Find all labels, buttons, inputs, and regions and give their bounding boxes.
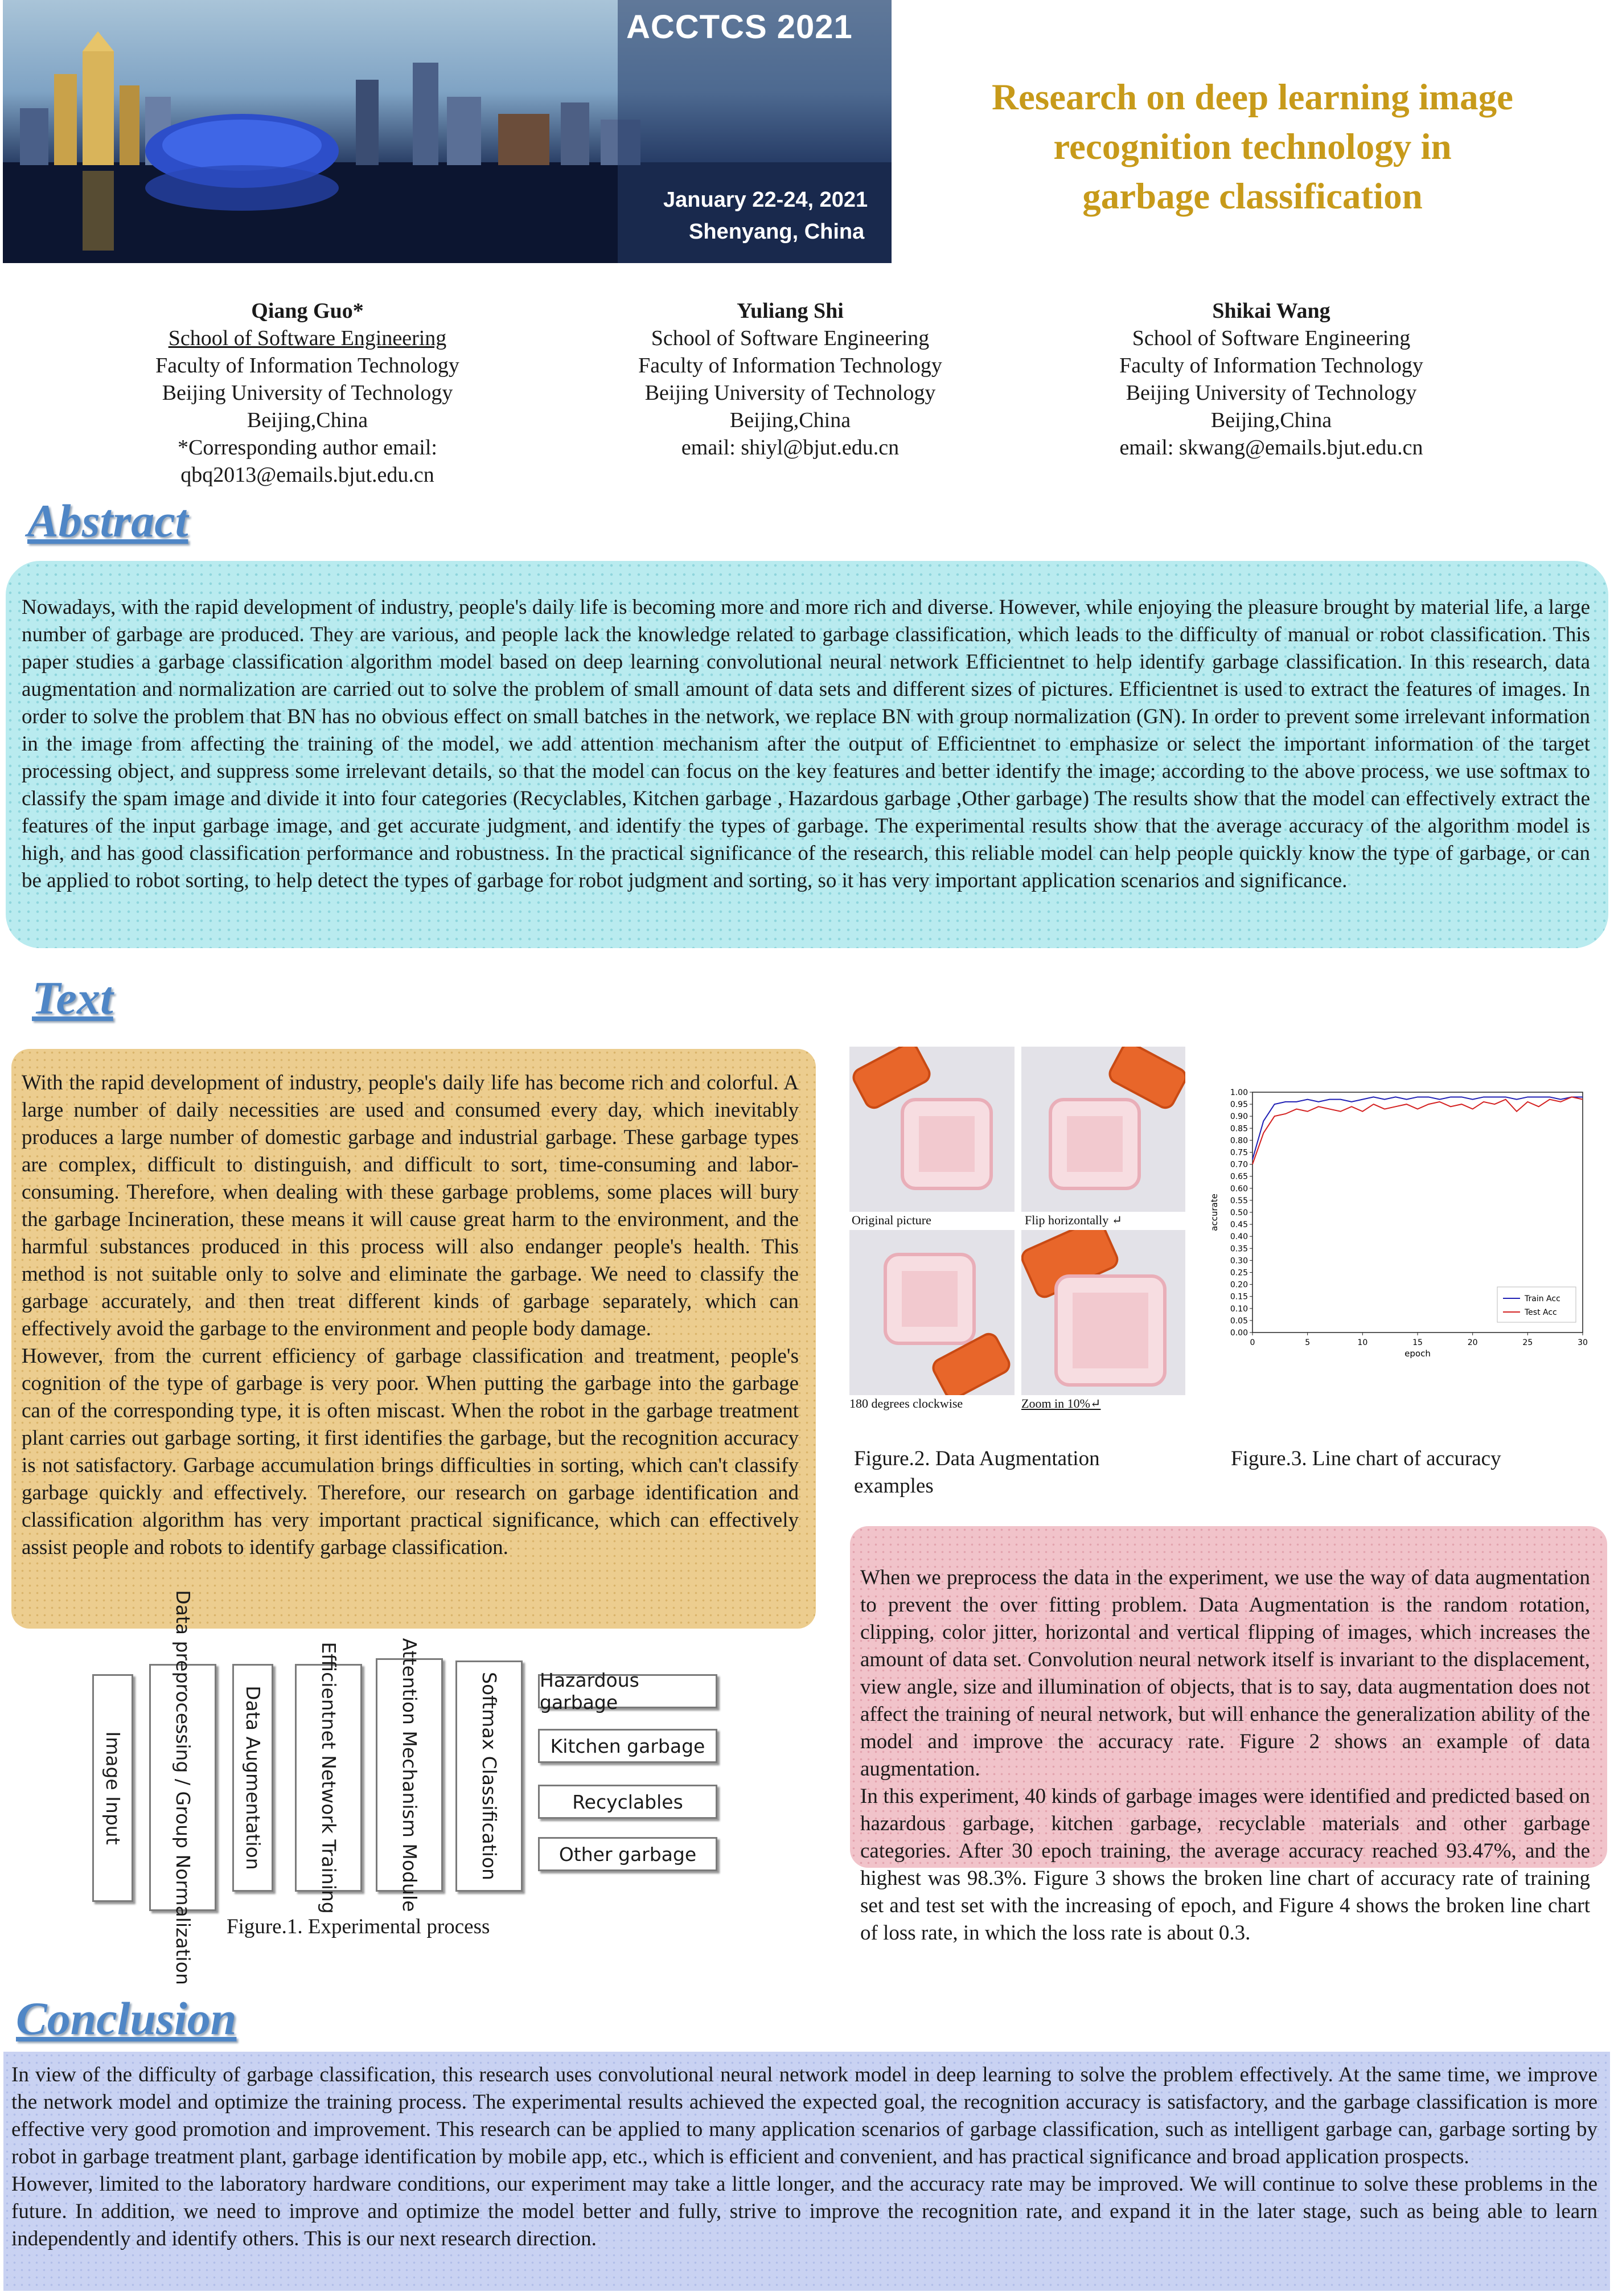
step-preprocessing [149,1590,216,1985]
author-email: email: shiyl@bjut.edu.cn [681,436,900,460]
caption-line: Figure.2. Data Augmentation [854,1447,1100,1470]
conclusion-heading: Conclusion [16,1992,237,2044]
y-tick-label: 0.85 [1230,1124,1248,1134]
accuracy-line-chart [1207,1082,1594,1372]
conference-place: Shenyang, China [689,220,865,244]
x-axis-label: epoch [1404,1348,1431,1359]
x-tick-label: 25 [1522,1338,1533,1347]
text-paragraph: However, from the current efficiency of garbage classification and treatment, people's cognition of the type of garbage is very poor. When putting the garbage into the garbage can of the corresponding type, it is often miscast. When the robot in the garbage treatment plant carries out garbage sorting, it first identifies the garbage, but the recognition accuracy is not satisfactory. Garbage accumulation brings difficulties in sorting, which can't classify garbage quickly and effectively. Therefore, our research on garbage identification and classification algorithm has very important practical significance, which can effectively assist people and robots to identify garbage classification. [22,1344,799,1559]
text-paragraph: With the rapid development of industry, people's daily life has become rich and colorful. A large number of daily necessities are used and consumed every day, which inevitably produces a large number of domestic garbage and industrial garbage. These garbage types are complex, difficult to distinguish, and difficult to sort, time-consuming and labor-consuming. Therefore, when dealing with these garbage problems, some places will bury the garbage Incineration, these means it will cause great harm to the environment, and the harmful substances produced in this process will also endanger people's health. This method is not suitable only to solve and eliminate the garbage. We need to classify the garbage accurately, and then treat different kinds of garbage separately, which can effectively avoid the garbage to the environment and people body damage. [22,1071,799,1340]
step-label: Data Augmentation [242,1686,264,1870]
author-affiliation: Beijing University of Technology [644,381,936,405]
y-tick-label: 0.50 [1230,1208,1248,1217]
conference-banner [3,0,892,263]
author-affiliation: School of Software Engineering [1132,326,1411,350]
author-name: Yuliang Shi [737,299,844,323]
y-tick-label: 0.65 [1230,1172,1248,1182]
photo-label: Original picture [852,1213,931,1227]
conference-date: January 22-24, 2021 [663,188,868,212]
title-line: recognition technology in [1053,126,1452,167]
class-kitchen: Kitchen garbage [538,1729,717,1763]
author-affiliation: Faculty of Information Technology [155,354,459,378]
y-tick-label: 0.00 [1230,1329,1248,1338]
step-efficientnet [295,1642,362,1914]
photo-original [849,1047,1015,1212]
author-block-1 [91,297,524,489]
author-affiliation: Beijing,China [247,408,368,432]
y-tick-label: 0.15 [1230,1292,1248,1302]
author-affiliation: School of Software Engineering [651,326,930,350]
photo-rotated [849,1230,1015,1395]
step-label: Efficientnet Network Training [318,1642,340,1914]
aug-paragraph: In this experiment, 40 kinds of garbage images were identified and predicted based on hazardous garbage, kitchen garbage, recyclable materials and other garbage categories. After 30 epoch training, the average accuracy reached 93.47%, and the highest was 98.3%. Figure 3 shows the broken line chart of accuracy rate of training set and test set with the increasing of epoch, and Figure 4 shows the broken line chart of loss rate, in which the loss rate is about 0.3. [860,1785,1590,1945]
y-axis-label: accurate [1209,1194,1219,1231]
author-affiliation: Beijing,China [729,408,851,432]
x-tick-label: 10 [1357,1338,1368,1347]
author-name: Qiang Guo* [251,299,364,323]
box-shape [1054,1274,1167,1387]
step-image-input [92,1674,133,1902]
abstract-heading: Abstract [27,495,188,547]
augmentation-text-box [850,1526,1607,1945]
step-augmentation [232,1664,273,1892]
conclusion-box [3,2052,1610,2291]
text-heading: Text [32,972,113,1024]
x-tick-label: 20 [1467,1338,1478,1347]
step-softmax [455,1660,523,1892]
class-other: Other garbage [538,1837,717,1871]
y-tick-label: 0.60 [1230,1184,1248,1194]
class-hazardous: Hazardous garbage [538,1674,717,1708]
step-label: Data preprocessing / Group Normalization [172,1590,194,1985]
conference-name: ACCTCS 2021 [626,9,853,46]
y-tick-label: 0.40 [1230,1232,1248,1242]
title-line: Research on deep learning image [992,77,1513,118]
y-tick-label: 0.70 [1230,1160,1248,1170]
author-email: qbq2013@emails.bjut.edu.cn [180,463,434,487]
y-tick-label: 0.30 [1230,1256,1248,1266]
y-tick-label: 0.55 [1230,1196,1248,1206]
y-tick-label: 0.95 [1230,1100,1248,1110]
author-email: email: skwang@emails.bjut.edu.cn [1119,436,1423,460]
author-block-3 [1055,297,1488,461]
step-label: Softmax Classification [478,1672,500,1880]
aug-paragraph: When we preprocess the data in the experiment, we use the way of data augmentation to prevent the over fitting problem. Data Augmentation is the random rotation, clipping, color jitter, horizontal and vertical flipping of images, which increases the amount of data set. Convolution neural network itself is invariant to the displacement, view angle, size and illumination of objects, that is to say, data augmentation does not affect the training of neural network, but will enhance the generalization ability of the model and improve the accuracy rate. Figure 2 shows an example of data augmentation. [860,1566,1590,1781]
conclusion-paragraph: However, limited to the laboratory hardware conditions, our experiment may take a little longer, and the accuracy rate may be improved. We will continue to solve these problems in the future. In addition, we need to improve and optimize the model better and fully, strive to improve the recognition rate, and expand it in the later stage, such as being able to learn independently and identify others. This is our next research direction. [11,2172,1597,2250]
text-box [11,1049,816,1629]
photo-flipped [1021,1047,1185,1212]
class-recyclables: Recyclables [538,1785,717,1819]
y-tick-label: 0.25 [1230,1268,1248,1278]
photo-label: Zoom in 10%↵ [1021,1396,1101,1411]
author-affiliation: School of Software Engineering [168,326,447,350]
abstract-text: Nowadays, with the rapid development of industry, people's daily life is becoming more and more rich and diverse. However, while enjoying the pleasure brought by material life, a large number of garbage are produced. They are various, and people lack the knowledge related to garbage classification, which leads to the difficulty of manual or robot classification. This paper studies a garbage classification algorithm model based on deep learning convolutional neural network Efficientnet to help identify garbage classification. In this research, data augmentation and normalization are carried out to solve the problem of small amount of data sets and different sizes of pictures. Efficientnet is used to extract the features of images. In order to solve the problem that BN has no obvious effect on small batches in the network, we replace BN with group normalization (GN). In order to prevent some irrelevant information in the image from affecting the training of the model, we add attention mechanism after the output of Efficientnet to emphasize or select the important information of the target processing object, and suppress some irrelevant details, so that the model can focus on the key features and better identify the image; according to the above process, we use softmax to classify the spam image and divide it into four categories (Recyclables, Kitchen garbage , Hazardous garbage ,Other garbage) The results show that the model can effectively extract the features of the input garbage image, and get accurate judgment, and identify the types of garbage. The experimental results show that the average accuracy of the algorithm model is high, and has good classification performance and robustness. In the practical significance of the research, this reliable model can help people quickly know the type of garbage, or can be applied to robot sorting, to help detect the types of garbage for robot judgment and sorting, so it has very important application scenarios and significance. [22,596,1590,892]
x-tick-label: 5 [1305,1338,1311,1347]
x-tick-label: 30 [1578,1338,1588,1347]
box-shape [1049,1098,1141,1190]
step-label: Image Input [102,1731,124,1845]
y-tick-label: 0.90 [1230,1112,1248,1122]
y-tick-label: 0.75 [1230,1148,1248,1158]
author-name: Shikai Wang [1212,299,1330,323]
box-shape [884,1253,976,1345]
author-block-2 [574,297,1007,461]
figure-3-caption: Figure.3. Line chart of accuracy [1231,1447,1501,1470]
author-affiliation: Beijing University of Technology [162,381,453,405]
conclusion-paragraph: In view of the difficulty of garbage classification, this research uses convolutional neural network model in deep learning to solve the problem effectively. At the same time, we improve the network model and optimize the training process. The experimental results achieved the expected goal, the recognition accuracy is satisfactory, and the garbage classification is more effective very good promotion and improvement. This research can be applied to many application scenarios of garbage classification, such as intelligent garbage can, garbage sorting by robot in garbage treatment plant, garbage identification by mobile app, etc., which is efficient and convenient, and has practical significance and broad application prospects. [11,2063,1597,2168]
step-attention [376,1638,443,1912]
x-tick-label: 0 [1250,1338,1255,1347]
author-affiliation: Beijing University of Technology [1126,381,1417,405]
box-shape [901,1098,993,1190]
caption-line: examples [854,1474,934,1498]
photo-zoomed [1021,1230,1185,1395]
author-affiliation: Beijing,China [1210,408,1332,432]
x-tick-label: 15 [1412,1338,1423,1347]
abstract-box [6,561,1608,948]
y-tick-label: 0.05 [1230,1316,1248,1326]
y-tick-label: 0.45 [1230,1220,1248,1230]
figure-1-caption: Figure.1. Experimental process [227,1915,490,1938]
photo-label: Flip horizontally ↵ [1025,1213,1123,1227]
figure-2-caption [854,1445,1100,1500]
author-affiliation: Faculty of Information Technology [1119,354,1423,378]
author-email-label: *Corresponding author email: [178,436,437,460]
legend-label: Train Acc [1525,1294,1560,1303]
step-label: Attention Mechanism Module [399,1638,421,1912]
title-line: garbage classification [1082,176,1423,217]
y-tick-label: 0.10 [1230,1304,1248,1314]
y-tick-label: 0.80 [1230,1136,1248,1146]
y-tick-label: 0.35 [1230,1244,1248,1254]
y-tick-label: 0.20 [1230,1280,1248,1290]
y-tick-label: 1.00 [1230,1088,1248,1097]
poster-title [911,73,1594,222]
figure-2-photo-grid [849,1047,1185,1411]
legend-label: Test Acc [1525,1308,1557,1317]
author-affiliation: Faculty of Information Technology [638,354,942,378]
photo-label: 180 degrees clockwise [849,1396,963,1411]
